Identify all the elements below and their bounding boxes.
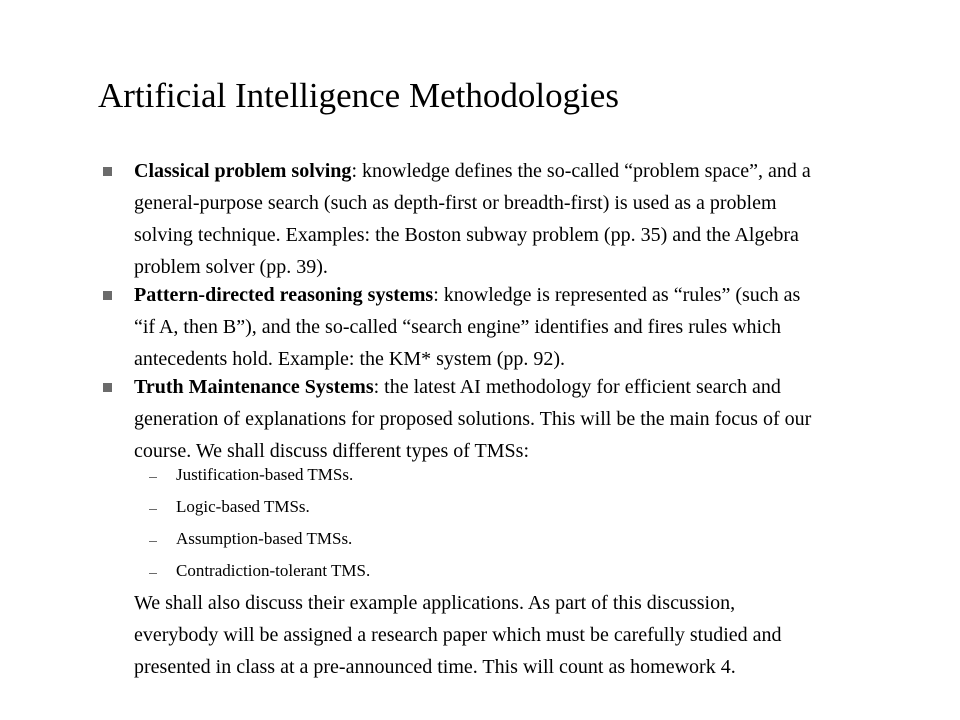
bullet-line: antecedents hold. Example: the KM* system (pp. 92). [134, 348, 566, 370]
bullet-line [134, 371, 949, 403]
bullet-classical-problem-solving [134, 155, 949, 283]
bullet-line: course. We shall discuss different types of TMSs: [134, 440, 530, 462]
bullet-line: general-purpose search (such as depth-first or breadth-first) is used as a problem [134, 192, 777, 214]
closing-line: everybody will be assigned a research paper which must be carefully studied and [134, 624, 782, 646]
bullet-text: : knowledge defines the so-called “problem space”, and a [351, 160, 811, 182]
subitem-logic-based: Logic-based TMSs. [176, 497, 310, 516]
bullet-line [134, 279, 949, 311]
bullet-line [134, 155, 949, 187]
dash-marker [149, 541, 157, 542]
subitem-assumption-based: Assumption-based TMSs. [176, 529, 353, 548]
bullet-text: : the latest AI methodology for efficient search and [373, 376, 781, 398]
dash-marker [149, 573, 157, 574]
bullet-term: Pattern-directed reasoning systems [134, 284, 434, 306]
closing-line: We shall also discuss their example applications. As part of this discussion, [134, 592, 736, 614]
subitem-justification-based: Justification-based TMSs. [176, 465, 354, 484]
bullet-term: Classical problem solving [134, 160, 352, 182]
subitem-contradiction-tolerant: Contradiction-tolerant TMS. [176, 561, 371, 580]
bullet-marker [103, 291, 112, 300]
closing-paragraph [134, 587, 949, 683]
closing-line: presented in class at a pre-announced time. This will count as homework 4. [134, 656, 736, 678]
slide-title: Artificial Intelligence Methodologies [98, 76, 619, 115]
dash-marker [149, 477, 157, 478]
dash-marker [149, 509, 157, 510]
bullet-marker [103, 167, 112, 176]
bullet-line: generation of explanations for proposed solutions. This will be the main focus of our [134, 408, 812, 430]
bullet-line: problem solver (pp. 39). [134, 256, 328, 278]
bullet-marker [103, 383, 112, 392]
bullet-truth-maintenance-systems [134, 371, 949, 467]
bullet-line: “if A, then B”), and the so-called “search engine” identifies and fires rules which [134, 316, 781, 338]
bullet-pattern-directed-reasoning [134, 279, 949, 375]
bullet-term: Truth Maintenance Systems [134, 376, 374, 398]
bullet-line: solving technique. Examples: the Boston subway problem (pp. 35) and the Algebra [134, 224, 799, 246]
bullet-text: : knowledge is represented as “rules” (such as [433, 284, 801, 306]
